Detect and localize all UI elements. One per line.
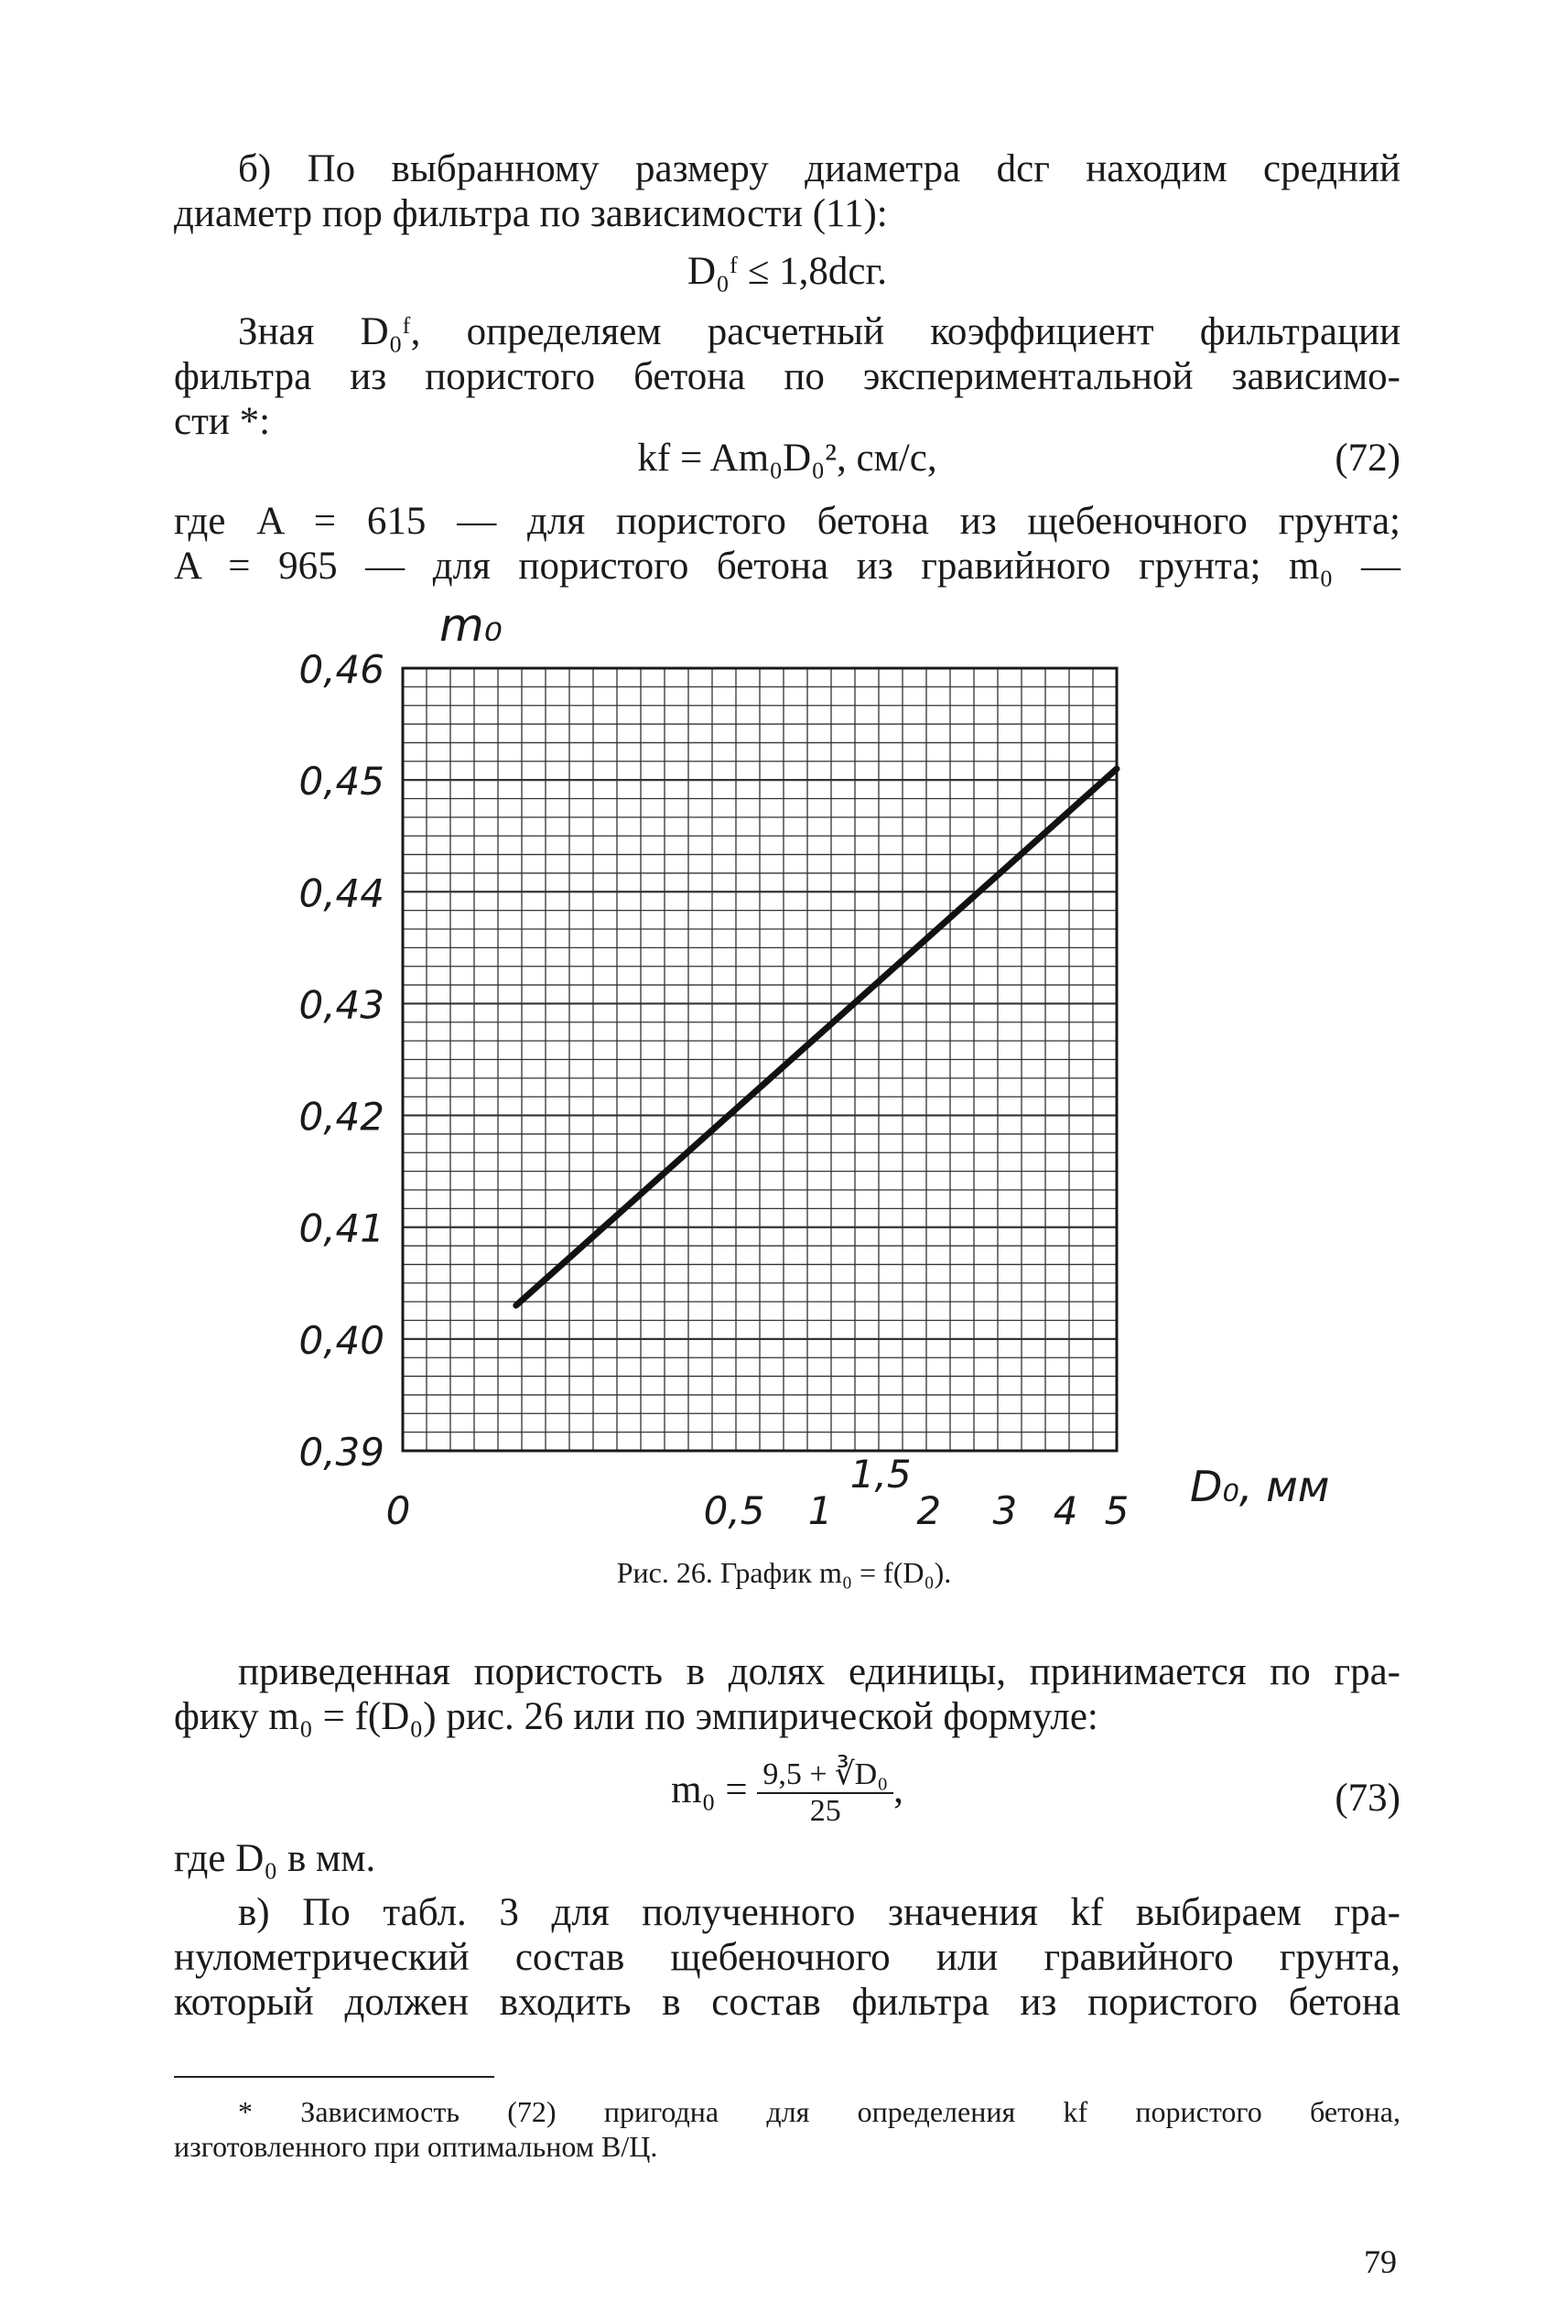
formula-73	[174, 1757, 1400, 1831]
x-tick-label: 4	[1053, 1488, 1078, 1533]
x-axis-label: D₀, мм	[1190, 1462, 1330, 1511]
formula-73-body	[174, 1757, 1400, 1829]
footnote-line2: изготовленного при оптимальном В/Ц.	[174, 2130, 658, 2163]
paragraph-3-line1: где A = 615 — для пористого бетона из щебеночного грунта;	[174, 500, 1400, 543]
formula-73-lhs: m₀ =	[671, 1767, 748, 1811]
x-tick-label: 2	[916, 1488, 942, 1533]
paragraph-v-line1: в) По табл. 3 для полученного значения kf выбираем гра-	[238, 1891, 1400, 1934]
formula-72-number: (72)	[1335, 437, 1400, 480]
y-axis-label: m₀	[439, 599, 503, 652]
x-tick-label: 0	[385, 1488, 411, 1533]
line-where-d0: где D₀ в мм.	[174, 1837, 376, 1880]
y-tick-label: 0,44	[298, 870, 384, 916]
formula-73-tail: ,	[893, 1767, 903, 1811]
paragraph-2-line1: Зная D₀ᶠ, определяем расчетный коэффициент фильтрации	[238, 310, 1400, 353]
y-tick-label: 0,42	[298, 1094, 384, 1140]
y-tick-label: 0,43	[298, 982, 384, 1028]
paragraph-4-line1: приведенная пористость в долях единицы, принимается по гра-	[238, 1650, 1400, 1693]
formula-73-number: (73)	[1335, 1777, 1400, 1820]
x-tick-labels	[386, 1452, 1130, 1533]
y-tick-labels	[298, 647, 384, 1475]
paragraph-v-line3: который должен входить в состав фильтра из пористого бетона	[174, 1981, 1400, 2024]
paragraph-2-line2: фильтра из пористого бетона по экспериментальной зависимо-	[174, 355, 1400, 398]
x-tick-label: 1,5	[849, 1452, 912, 1497]
paragraph-3-line2: A = 965 — для пористого бетона из гравийного грунта; m₀ —	[174, 545, 1400, 588]
footnote-divider	[174, 2076, 494, 2078]
page-number: 79	[1364, 2243, 1397, 2280]
x-tick-label: 0,5	[703, 1488, 765, 1533]
formula-d0: D₀ᶠ ≤ 1,8dсг.	[687, 250, 887, 293]
footnote-line1: * Зависимость (72) пригодна для определения kf пористого бетона,	[238, 2095, 1400, 2128]
formula-73-denominator: 25	[809, 1794, 841, 1828]
y-tick-label: 0,41	[298, 1205, 384, 1251]
paragraph-b-line1: б) По выбранному размеру диаметра dсг находим средний	[238, 147, 1400, 190]
figure-caption: Рис. 26. График m₀ = f(D₀).	[616, 1556, 952, 1589]
series-line-m0	[516, 769, 1117, 1305]
formula-72-expr: kf = Am₀D₀², см/с,	[637, 437, 937, 480]
chart-series	[516, 769, 1117, 1305]
x-tick-label: 1	[807, 1488, 833, 1533]
paragraph-4-line2: фику m₀ = f(D₀) рис. 26 или по эмпирической формуле:	[174, 1695, 1098, 1738]
y-tick-label: 0,45	[298, 759, 384, 805]
chart-grid	[403, 668, 1117, 1451]
x-tick-label: 3	[992, 1488, 1018, 1533]
formula-73-fraction	[757, 1757, 893, 1829]
x-tick-label: 5	[1104, 1488, 1130, 1533]
y-tick-label: 0,40	[298, 1317, 384, 1363]
y-tick-label: 0,39	[298, 1430, 384, 1475]
y-tick-label: 0,46	[298, 647, 384, 692]
paragraph-b-line2: диаметр пор фильтра по зависимости (11):	[174, 192, 888, 235]
paragraph-v-line2: нулометрический состав щебеночного или гравийного грунта,	[174, 1936, 1400, 1979]
paragraph-2-line3: сти *:	[174, 400, 271, 443]
formula-73-numerator: 9,5 + ∛D₀	[757, 1757, 893, 1794]
